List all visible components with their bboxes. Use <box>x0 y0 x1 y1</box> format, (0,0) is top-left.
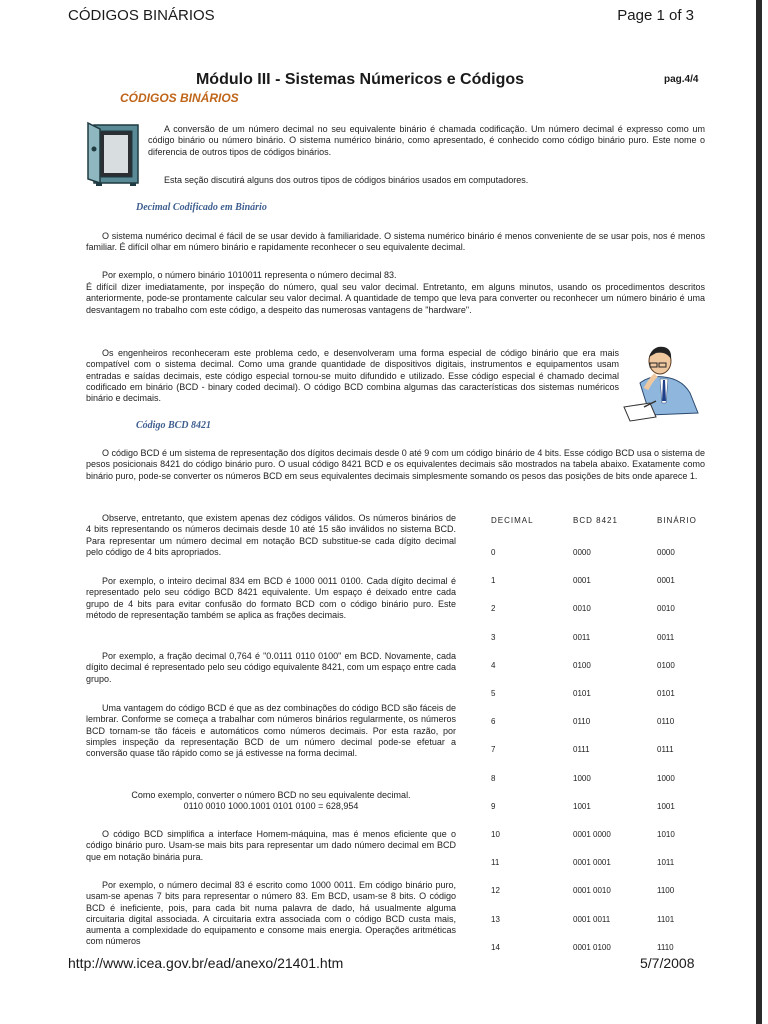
table-cell-bcd: 0100 <box>573 660 591 670</box>
table-cell-decimal: 9 <box>491 801 496 811</box>
table-cell-bcd: 1000 <box>573 773 591 783</box>
table-cell-bcd: 0001 <box>573 576 591 586</box>
print-page-count: Page 1 of 3 <box>617 7 694 24</box>
print-footer-date: 5/7/2008 <box>640 955 695 971</box>
table-cell-bcd: 0000 <box>573 548 591 557</box>
print-header-title: CÓDIGOS BINÁRIOS <box>68 7 215 24</box>
table-cell-binary: 1101 <box>657 914 675 924</box>
table-cell-bcd: 1001 <box>573 801 591 811</box>
bcd-column-paragraph-3: Por exemplo, a fração decimal 0,764 é "0.0111 0110 0100" em BCD. Novamente, cada dígito decimal é representado pelo seu código equivalente 8421, com um espaço entre cada grupo. <box>86 651 456 684</box>
dcb-paragraph-2a: Por exemplo, o número binário 1010011 representa o número decimal 83. <box>102 270 397 280</box>
table-cell-binary: 0001 <box>657 576 675 586</box>
table-cell-bcd: 0001 0011 <box>573 914 611 924</box>
table-cell-binary: 0000 <box>657 548 675 557</box>
table-cell-binary: 1110 <box>657 942 674 952</box>
document-title: Módulo III - Sistemas Númericos e Códigos <box>195 71 525 88</box>
table-header-decimal: DECIMAL <box>491 516 534 525</box>
intro-paragraph-1: A conversão de um número decimal no seu equivalente binário é chamada codificação. Um número decimal é expresso como um código binário ou número binário. O sistema numérico binário, como apresentado, é conhecido como código binário puro. Este nome o diferencia de outros tipos de códigos binários. <box>148 124 705 157</box>
table-cell-bcd: 0001 0000 <box>573 830 611 839</box>
table-cell-decimal: 5 <box>491 689 496 698</box>
table-cell-binary: 1001 <box>657 801 675 811</box>
table-cell-decimal: 11 <box>491 858 500 868</box>
table-cell-bcd: 0010 <box>573 604 591 614</box>
table-cell-decimal: 10 <box>491 830 500 839</box>
page-reference: pag.4/4 <box>664 74 699 85</box>
print-footer-url: http://www.icea.gov.br/ead/anexo/21401.htm <box>68 955 344 971</box>
table-cell-bcd: 0110 <box>573 717 591 727</box>
table-cell-bcd: 0001 0010 <box>573 886 611 896</box>
table-cell-decimal: 12 <box>491 886 500 896</box>
table-cell-decimal: 4 <box>491 660 496 670</box>
bcd-column-paragraph-7: Por exemplo, o número decimal 83 é escrito como 1000 0011. Em código binário puro, usam-se apenas 7 bits para representar o número 83. Em BCD, usam-se 8 bits. O código BCD é ineficiente, pois, para cada bit numa palavra de dado, há usualmente alguma circuitaria digital associada. A circuitaria extra associada com o código BCD custa mais, aumenta a complexidade do equipamento e consome mais energia. Operações aritméticas com números <box>86 880 456 947</box>
table-cell-bcd: 0011 <box>573 632 591 642</box>
thinking-man-illustration <box>620 343 706 423</box>
table-cell-binary: 1100 <box>657 886 675 896</box>
dcb-paragraph-1: O sistema numérico decimal é fácil de se usar devido à familiaridade. O sistema numérico binário é menos conveniente de se usar pois, nos é menos familiar. É difícil olhar em número binário e rapidamente reconhecer o seu equivalente decimal. <box>86 231 705 253</box>
bcd-column-paragraph-4: Uma vantagem do código BCD é que as dez combinações do código BCD são fáceis de lembrar. Conforme se começa a trabalhar com números binários regularmente, os números BCD tornam-se tão fáceis e automáticos como números decimais. Por esta razão, por simples inspeção da representação BCD de um número decimal pode-se efetuar a conversão quase tão rápido como se já estivesse na forma decimal. <box>86 703 456 759</box>
subsection-heading-dcb: Decimal Codificado em Binário <box>136 202 267 213</box>
subsection-heading-bcd8421: Código BCD 8421 <box>136 420 212 431</box>
table-cell-bcd: 0101 <box>573 689 591 698</box>
table-cell-binary: 0100 <box>657 660 675 670</box>
table-cell-binary: 0111 <box>657 745 674 755</box>
table-header-binary: BINÁRIO <box>657 516 697 525</box>
bcd-column-paragraph-1: Observe, entretanto, que existem apenas dez códigos válidos. Os números binários de 4 bits representando os números decimais desde 10 até 15 são inválidos no sistema BCD. Para representar um número decimal em notação BCD substitue-se cada dígito decimal pelo código de 4 bits apropriados. <box>86 513 456 557</box>
table-cell-bcd: 0001 0100 <box>573 942 611 952</box>
table-cell-binary: 0101 <box>657 689 675 698</box>
table-cell-decimal: 13 <box>491 914 500 924</box>
table-cell-decimal: 2 <box>491 604 496 614</box>
table-cell-bcd: 0111 <box>573 745 590 755</box>
bcd-example-result: 0110 0010 1000.1001 0101 0100 = 628,954 <box>183 801 359 811</box>
table-cell-binary: 0110 <box>657 717 675 727</box>
bcd-column-paragraph-6: O código BCD simplifica a interface Homem-máquina, mas é menos eficiente que o código binário puro. Usam-se mais bits para representar um dado número decimal em BCD que em notação binária pura. <box>86 829 456 862</box>
table-cell-binary: 1000 <box>657 773 675 783</box>
table-cell-binary: 0011 <box>657 632 675 642</box>
table-header-bcd: BCD 8421 <box>573 516 618 525</box>
table-cell-binary: 0010 <box>657 604 675 614</box>
bcd-example-text: Como exemplo, converter o número BCD no seu equivalente decimal. <box>131 790 411 800</box>
table-cell-binary: 1011 <box>657 858 675 868</box>
section-title: CÓDIGOS BINÁRIOS <box>120 91 239 105</box>
table-cell-decimal: 8 <box>491 773 496 783</box>
bcd-paragraph-1: O código BCD é um sistema de representação dos dígitos decimais desde 0 até 9 com um código binário de 4 bits. Esse código BCD usa o sistema de pesos posicionais 8421 do código binário puro. O usual código 8421 BCD e os equivalentes decimais são mostrados na tabela abaixo. Exatamente como binário puro, pode-se converter os números BCD em seus equivalentes decimais simplesmente somando os pesos das posições de bits onde aparece 1. <box>86 448 705 481</box>
table-cell-decimal: 1 <box>491 576 496 586</box>
table-cell-bcd: 0001 0001 <box>573 858 611 868</box>
bcd-column-paragraph-2: Por exemplo, o inteiro decimal 834 em BCD é 1000 0011 0100. Cada dígito decimal é representado pelo seu código BCD 8421 equivalente. Um espaço é deixado entre cada grupo de 4 bits para evitar confusão do formato BCD com o código binário puro. Este método de representação também se aplica as frações decimais. <box>86 576 456 620</box>
table-cell-decimal: 14 <box>491 942 500 952</box>
table-cell-decimal: 3 <box>491 632 496 642</box>
table-cell-decimal: 7 <box>491 745 496 755</box>
table-cell-binary: 1010 <box>657 830 675 839</box>
dcb-paragraph-2b: É difícil dizer imediatamente, por inspeção do número, qual seu valor decimal. Entretanto, em alguns minutos, usando os procedimentos descritos anteriormente, pode-se prontamente calcular seu valor decimal. A quantidade de tempo que leva para converter ou reconhecer um número binário é uma desvantagem no trabalho com este código, a despeito das numerosas vantagens de "hardware". <box>86 282 705 315</box>
table-cell-decimal: 6 <box>491 717 496 727</box>
dcb-paragraph-3: Os engenheiros reconheceram este problema cedo, e desenvolveram uma forma especial de código binário que era mais compatível com o sistema decimal. Como uma grande quantidade de dispositivos digitais, instrumentos e equipamentos usam entradas e saídas decimais, este código especial tornou-se muito difundido e utilizado. Esse código especial é chamado decimal codificado em binário (BCD - binary coded decimal). O código BCD combina algumas das características dos sistemas numéricos binário e decimais. <box>86 348 619 404</box>
intro-paragraph-2: Esta seção discutirá alguns dos outros tipos de códigos binários usados em computadores. <box>164 175 529 185</box>
safe-illustration <box>86 119 144 187</box>
table-cell-decimal: 0 <box>491 548 496 557</box>
